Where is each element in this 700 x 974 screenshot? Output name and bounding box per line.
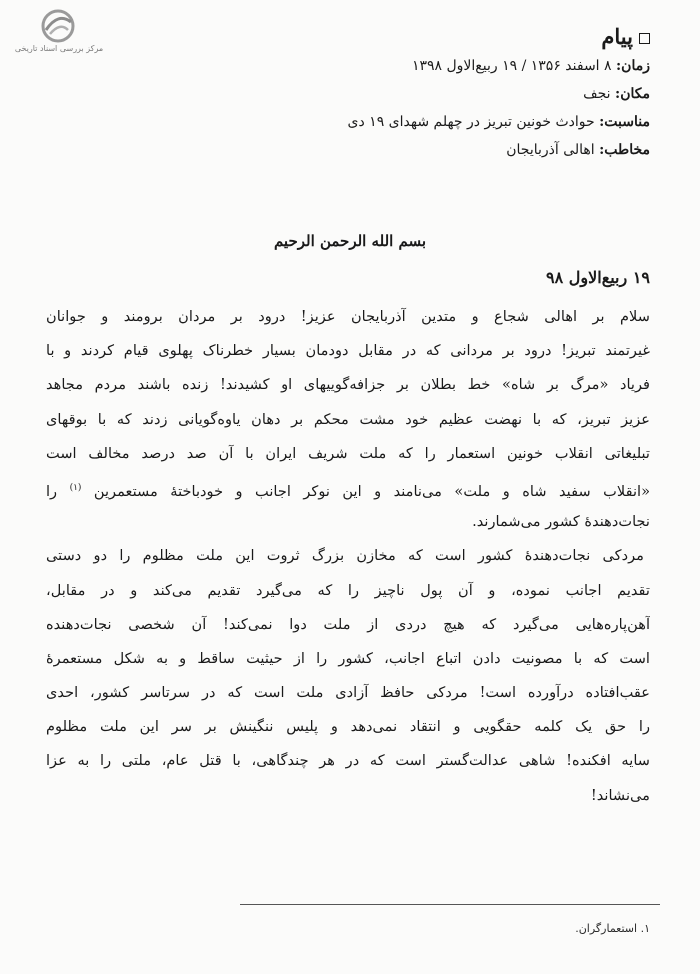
time-value: ۸ اسفند ۱۳۵۶ / ۱۹ ربیع‌الاول ۱۳۹۸ bbox=[411, 58, 612, 74]
body-line: عزیز تبریز، که با نهضت عظیم خود مشت محکم بر دهان یاوه‌گویانی زدند که با بوقهای bbox=[46, 410, 650, 428]
time-label: زمان: bbox=[616, 58, 650, 74]
date-heading: ۱۹ ربیع‌الاول ۹۸ bbox=[546, 268, 650, 287]
body-line-tail: را bbox=[46, 482, 58, 500]
occasion-line bbox=[90, 108, 650, 136]
body-line: غیرتمند تبریز! درود بر مردانی که در مقابل دودمان بسیار خطرناک پهلوی قیام کردند و با bbox=[46, 342, 650, 360]
institute-logo-icon bbox=[38, 8, 78, 44]
body-line: آهن‌پاره‌هایی می‌گیرد که هیچ دردی از ملت دوا نمی‌کند! آن شخصی نجات‌دهنده bbox=[46, 615, 650, 633]
body-line: سایه افکنده! شاهی عدالت‌گستر است که در هر چندگاهی، با قتل عام، ملتی را به عزا bbox=[46, 752, 650, 770]
body-line: سلام بر اهالی شجاع و متدین آذربایجان عزیز! درود بر مردان برومند و جوانان bbox=[46, 308, 650, 325]
message-title: پیام bbox=[601, 24, 633, 49]
body-line-with-footnote bbox=[46, 471, 650, 505]
audience-value: اهالی آذربایجان bbox=[506, 142, 595, 158]
footnote-marker: (۱) bbox=[69, 482, 82, 493]
occasion-value: حوادث خونین تبریز در چهلم شهدای ۱۹ دی bbox=[347, 114, 595, 130]
time-line bbox=[90, 52, 650, 80]
body-line-text: «انقلاب سفید شاه و ملت» می‌نامند و این نوکر اجانب و خودباختهٔ مستعمرین bbox=[93, 482, 650, 500]
body-line: می‌نشاند! bbox=[590, 786, 650, 804]
body-line: نجات‌دهندهٔ کشور می‌شمارند. bbox=[472, 513, 650, 531]
audience-label: مخاطب: bbox=[599, 142, 650, 158]
basmala: بسم الله الرحمن الرحیم bbox=[273, 232, 427, 250]
body-line: است که با مصونیت دادن اتباع اجانب، کشور را از حیثیت ساقط و به شکل مستعمرهٔ bbox=[46, 649, 650, 667]
place-label: مکان: bbox=[615, 86, 650, 102]
title-bullet-icon bbox=[639, 33, 650, 44]
audience-line bbox=[90, 136, 650, 164]
occasion-label: مناسبت: bbox=[599, 114, 650, 130]
footnote: ۱. استعمارگران. bbox=[575, 922, 650, 935]
place-value: نجف bbox=[583, 86, 611, 102]
place-line bbox=[90, 80, 650, 108]
body-line: فریاد «مرگ بر شاه» خط بطلان بر جزافه‌گوییهای او کشیدند! زنده باشند مردم مجاهد bbox=[46, 376, 650, 394]
message-title-row bbox=[90, 22, 650, 52]
logo-caption: مرکز بررسی اسناد تاریخی bbox=[14, 44, 104, 53]
document-header bbox=[90, 22, 650, 164]
body-line: را حق یک کلمه حقگویی و انتقاد نمی‌دهد و پلیس ننگینش بر سر این ملت مظلوم bbox=[46, 718, 650, 736]
footnote-divider bbox=[240, 904, 660, 905]
body-line: عقب‌افتاده درآورده است! مردکی حافظ آزادی ملت است که در سرتاسر کشور، احدی bbox=[46, 684, 650, 702]
body-line: مردکی نجات‌دهندهٔ کشور است که مخازن بزرگ ثروت این ملت مظلوم را دو دستی bbox=[46, 547, 644, 565]
body-line: تقدیم اجانب نموده، و آن پول ناچیز را که می‌گیرد تقدیم می‌کند و در مقابل، bbox=[46, 581, 650, 599]
body-line: تبلیغاتی انقلاب خونین استعمار را که ملت شریف ایران با آن صد درصد مخالف است bbox=[46, 444, 650, 462]
message-body bbox=[46, 300, 650, 813]
